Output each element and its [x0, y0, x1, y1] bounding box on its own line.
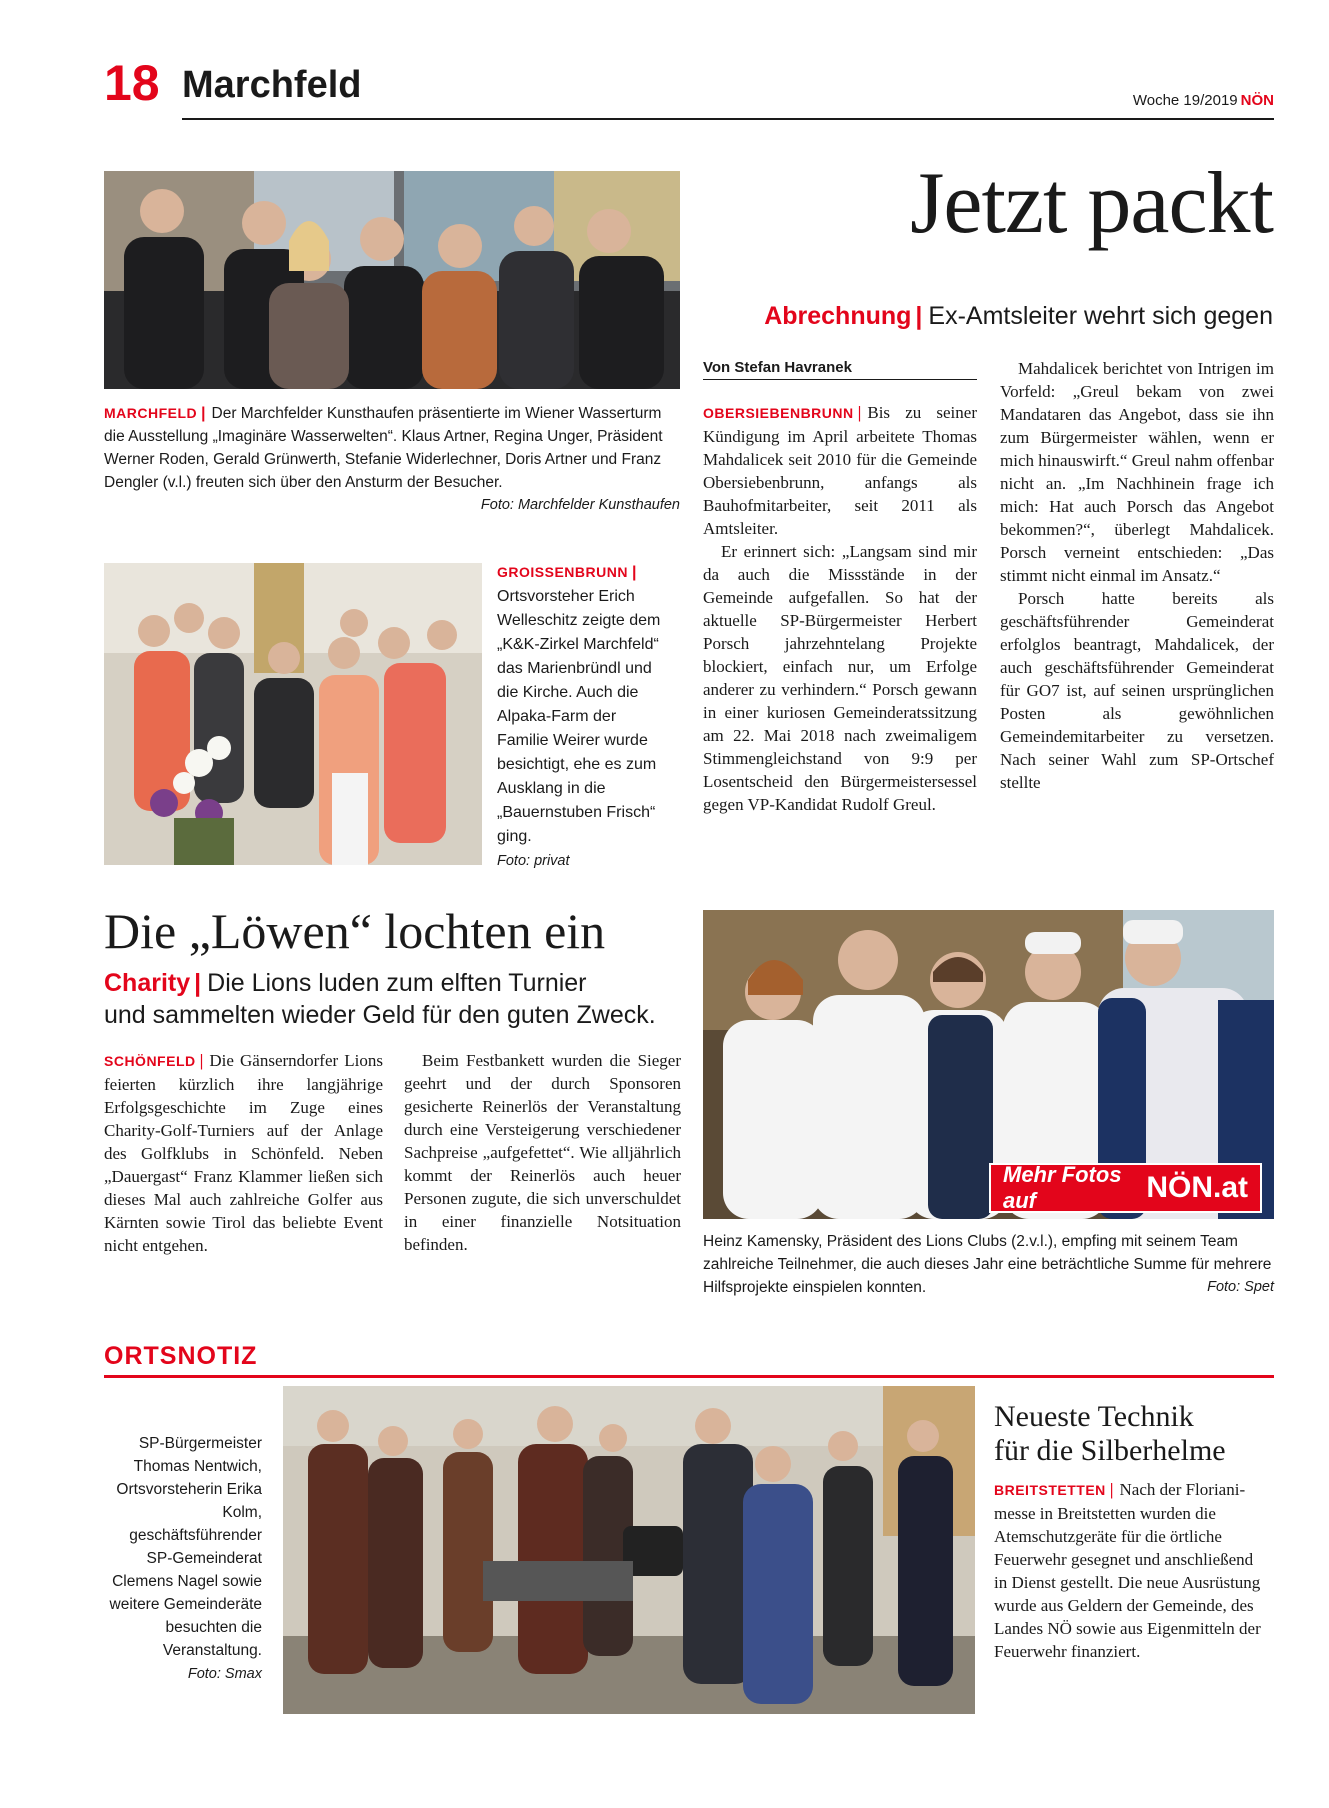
- lead-deck-text: Ex-Amtsleiter wehrt sich gegen: [928, 302, 1273, 330]
- promo-brand: NÖN.at: [1146, 1171, 1248, 1204]
- issue-info: [1133, 92, 1274, 109]
- ortsnotiz-credit: Foto: Smax: [187, 1666, 262, 1682]
- ortsnotiz-headline: [994, 1400, 1274, 1468]
- ortsnotiz-headline-line2: für die Silberhelme: [994, 1434, 1226, 1467]
- lions-col2: Beim Festbankett wurden die Sieger geehrt und der durch Sponsoren gesicherte Reinerlös der Veranstaltung durch eine Versteigerung verschiedener Sachpreise „aufgefettet“. Wie alljährlich kommt der Reinerlös auch heuer Personen zugute, die sich unverschuldet in einer finanzielle Notsituation befinden.: [404, 1051, 681, 1254]
- lions-credit: Foto: Spet: [1207, 1279, 1274, 1295]
- ortsnotiz-side-caption-text: SP-Bürgermeister Thomas Nentwich, Ortsvorsteherin Erika Kolm, geschäftsführender SP-Gemeinderat Clemens Nagel sowie weitere Gemeinderäte besuchten die Veranstaltung.: [109, 1435, 262, 1659]
- ortsnotiz-kicker: BREITSTETTEN: [994, 1482, 1106, 1498]
- lead-deck: Abrechnung | Ex-Amtsleiter wehrt sich gegen: [764, 302, 1273, 330]
- more-photos-button[interactable]: [989, 1163, 1262, 1213]
- byline-rule: [703, 379, 977, 380]
- groissenbrunn-kicker: GROISSENBRUNN: [497, 564, 628, 580]
- lead-headline: Jetzt packt: [910, 155, 1273, 252]
- groissenbrunn-photo: [104, 563, 482, 865]
- lead-column-2: [1000, 357, 1274, 794]
- promo-text: Mehr Fotos auf: [1003, 1162, 1122, 1213]
- lions-caption-text: Heinz Kamensky, Präsident des Lions Clubs (2.v.l.), empfing mit seinem Team zahlreiche Teilnehmer, die auch dieses Jahr eine beträchtliche Summe für mehrere Hilfsprojekte einspielen konnten.: [703, 1233, 1272, 1296]
- groissenbrunn-caption: GROISSENBRUNN | Ortsvorsteher Erich Welleschitz zeigte dem „K&K-Zirkel Marchfeld“ das Marienbründl und die Kirche. Auch die Alpaka-Farm der Familie Weirer wurde besichtigt, ehe es zum Ausklang in die „Bauernstuben Frisch“ ging. Foto: privat: [497, 564, 661, 869]
- ortsnotiz-body-text: Nach der Florianimesse in Breitstetten wurden die Atemschutzgeräte für die örtliche Feuerwehr gesegnet und anschließend in Dienst gestellt. Die neue Ausrüstung wurde aus Geldern der Gemeinde, des Landes NÖ sowie aus Eigenmitteln der Feuerwehr finanziert.: [994, 1480, 1261, 1661]
- lions-column-2: [404, 1049, 681, 1256]
- lions-headline: Die „Löwen“ lochten ein: [104, 903, 606, 959]
- issue-week: Woche 19/2019: [1132, 92, 1238, 109]
- lions-deck-tag: Charity: [104, 969, 191, 997]
- lead-col1-p2: Er erinnert sich: „Langsam sind mir da auch die Missstände in der Gemeinde aufgefallen. So hat der aktuelle SP-Bürgermeister Herbert Porsch jahrzehntelang Projekte blockiert, einfach nur, um Erfolge anderer zu verhindern.“ Porsch gewann in einer kuriosen Gemeinderatssitzung am 22. Mai 2018 nach zweimaligem Stimmengleichstand von 9:9 per Losentscheid den Bürgermeistersessel gegen VP-Kandidat Rudolf Greul.: [703, 542, 977, 814]
- kunsthaufen-caption-text: Der Marchfelder Kunsthaufen präsentierte im Wiener Wasserturm die Ausstellung „Imaginäre Wasserwelten“. Klaus Artner, Regina Unger, Präsident Werner Roden, Gerald Grünwerth, Stefanie Widerlechner, Doris Artner und Franz Dengler (v.l.) freuten sich über den Ansturm der Besucher.: [104, 405, 663, 491]
- ortsnotiz-side-caption: [104, 1432, 262, 1686]
- kunsthaufen-credit: Foto: Marchfelder Kunsthaufen: [480, 497, 680, 513]
- lions-column-1: SCHÖNFELD | Die Gänserndorfer Lions feierten kürzlich ihre langjährige Erfolgsgeschichte im Zuge eines Charity-Golf-Turniers auf der Anlage des Golfklubs in Schönfeld. Neben „Dauergast“ Franz Klammer ließen sich dieses Mal auch zahlreiche Golfer aus Kärnten sowie Tirol das beliebte Event nicht entgehen.: [104, 1051, 383, 1255]
- kunsthaufen-caption: MARCHFELD | Der Marchfelder Kunsthaufen präsentierte im Wiener Wasserturm die Ausstellung „Imaginäre Wasserwelten“. Klaus Artner, Regina Unger, Präsident Werner Roden, Gerald Grünwerth, Stefanie Widerlechner, Doris Artner und Franz Dengler (v.l.) freuten sich über den Ansturm der Besucher. Foto: Marchfelder Kunsthaufen: [104, 402, 680, 517]
- kunsthaufen-photo: [104, 171, 680, 389]
- lead-byline: Von Stefan Havranek: [703, 359, 852, 376]
- feuerwehr-photo: [283, 1386, 975, 1714]
- ortsnotiz-headline-line1: Neueste Technik: [994, 1400, 1194, 1433]
- lead-col1-p1: Bis zu seiner Kündigung im April arbeitete Thomas Mahdalicek seit 2010 für die Gemeinde Obersiebenbrunn, anfangs als Bauhofmitarbeiter, seit 2011 als Amtsleiter.: [703, 403, 977, 538]
- lions-kicker: SCHÖNFELD: [104, 1053, 196, 1069]
- groissenbrunn-credit: Foto: privat: [497, 853, 570, 869]
- page-number: 18: [104, 55, 160, 111]
- lions-photo-caption: [703, 1230, 1274, 1299]
- groissenbrunn-caption-text: Ortsvorsteher Erich Welleschitz zeigte dem „K&K-Zirkel Marchfeld“ das Marienbründl und die Kirche. Auch die Alpaka-Farm der Familie Weirer wurde besichtigt, ehe es zum Ausklang in die „Bauernstuben Frisch“ ging.: [497, 588, 661, 845]
- lead-col2-p1: Mahdalicek berichtet von Intrigen im Vorfeld: „Greul bekam von zwei Mandataren das Angebot, dass sie ihn zum Bürgermeister wählen, wenn er mich hinauswirft.“ Greul nahm offenbar nicht an. „Im Nachhinein frage ich mich: Hat auch Porsch das Angebot bekommen?“, überlegt Mahdalicek. Porsch verneint entschieden: „Das stimmt nicht einmal im Ansatz.“: [1000, 359, 1274, 585]
- lead-deck-tag: Abrechnung: [764, 302, 912, 330]
- lions-deck: Charity | Die Lions luden zum elften Turnier und sammelten wieder Geld für den guten Zweck.: [104, 969, 656, 1029]
- ortsnotiz-label: ORTSNOTIZ: [104, 1342, 258, 1370]
- lead-kicker: OBERSIEBENBRUNN: [703, 405, 854, 421]
- brand-logo: NÖN: [1240, 92, 1274, 109]
- ortsnotiz-rule: [104, 1375, 1274, 1378]
- lions-deck-line1: Die Lions luden zum elften Turnier: [207, 969, 587, 997]
- lions-col1: Die Gänserndorfer Lions feierten kürzlich ihre langjährige Erfolgsgeschichte im Zuge eines Charity-Golf-Turniers auf der Anlage des Golfklubs in Schönfeld. Neben „Dauergast“ Franz Klammer ließen sich dieses Mal auch zahlreiche Golfer aus Kärnten sowie Tirol das beliebte Event nicht entgehen.: [104, 1051, 383, 1255]
- lions-deck-line2: und sammelten wieder Geld für den guten Zweck.: [104, 1001, 656, 1029]
- lead-col2-p2: Porsch hatte bereits als geschäftsführender Gemeinderat erfolglos beantragt, Mahdalicek, der auch geschäftsführender Gemeinderat für GO7 ist, auf seinen ursprünglichen Posten als gewöhnlichen Gemeindemitarbeiter zu versetzen. Nach seiner Wahl zum SP-Ortschef stellte: [1000, 589, 1274, 792]
- kunsthaufen-kicker: MARCHFELD: [104, 405, 198, 421]
- lead-column-1: OBERSIEBENBRUNN | Bis zu seiner Kündigung im April arbeitete Thomas Mahdalicek seit 2010 für die Gemeinde Obersiebenbrunn, anfangs als Bauhofmitarbeiter, seit 2011 als Amtsleiter. Er erinnert sich: „Langsam sind mir da auch die Missstände in der Gemeinde aufgefallen. So hat der aktuelle SP-Bürgermeister Herbert Porsch jahrzehntelang Projekte blockiert, einfach nur, um Erfolge anderer zu verhindern.“ Porsch gewann in einer kuriosen Gemeinderatssitzung am 22. Mai 2018 nach zweimaligem Stimmengleichstand von 9:9 per Losentscheid den Bürgermeistersessel gegen VP-Kandidat Rudolf Greul.: [703, 403, 977, 814]
- header-rule: [182, 118, 1274, 120]
- section-title: Marchfeld: [182, 64, 362, 106]
- ortsnotiz-body: BREITSTETTEN | Nach der Florianimesse in Breitstetten wurden die Atemschutzgeräte für die örtliche Feuerwehr gesegnet und anschließend in Dienst gestellt. Die neue Ausrüstung wurde aus Geldern der Gemeinde, des Landes NÖ sowie aus Eigenmitteln der Feuerwehr finanziert.: [994, 1480, 1261, 1661]
